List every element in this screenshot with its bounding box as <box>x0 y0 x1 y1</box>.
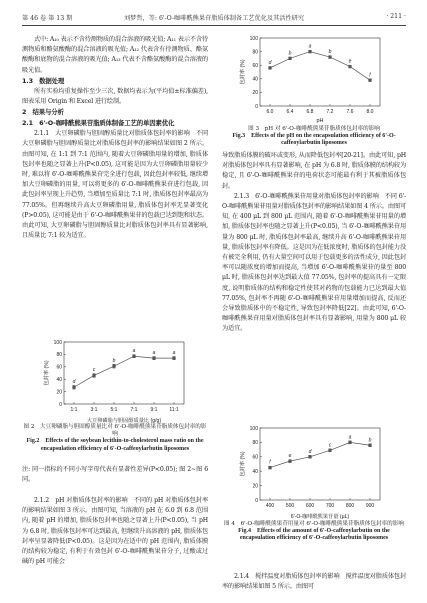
figure-4-caption-en: Fig.4 Effects of the amount of 6'-O-caffeoylarbutin on the encapsulation efficiency of 6'-O-caffeoylarbutin liposomes <box>238 528 390 542</box>
x-tick-label: 5:1 <box>110 407 118 413</box>
data-point <box>172 357 175 360</box>
plot-frame <box>64 342 184 404</box>
significance-letter: d <box>268 60 272 67</box>
y-axis-label: 包封率 (%) <box>44 360 50 386</box>
data-point <box>72 386 75 389</box>
figure-2-caption <box>22 424 208 453</box>
x-axis-label: 6'-O-咖啡酰熊果苷量 (μL) <box>290 514 350 520</box>
y-tick-label: 20 <box>252 483 258 490</box>
paragraph-2-1-4: 2.1.4 搅拌温度对脂质体包封率的影响 搅拌温度对脂质体包封率的影响结果如图 5 所示。由图可 <box>222 573 406 591</box>
paragraph-2-1-2: 2.1.2 pH 对脂质体包封率的影响 不同的 pH 对脂质体包封率的影响结果如图 3 所示。由图可知, 当溶液的 pH 在 6.0 到 6.8 范围内, 随着 pH 的增加, 脂质体包封率也随之显著上升(P<0.05), 当 pH 为 6.8 时, 脂质体包封率可达到最高, 但继续升高溶液的 pH, 脂质体包封率呈显著降低(P<0.05)。这是因为在适中的 pH 范围内, 脂质体膜的结构较为稳定, 有利于有效包封 6'-O-咖啡酰熊果苷分子, 过酸或过碱的 pH 可能会 <box>22 497 208 566</box>
ph-conclusion-paragraph: 导致脂质体膜的破坏或变形, 从而降低包封率[20-21]。由此可知, pH 对脂质体包封率具有显著影响, 在 pH 为 6.8 时, 脂质体膜的结构较为稳定, 且 6'-O-咖啡酰熊果苷的电荷状态可能最有利于其被脂质体包封。 <box>222 152 406 190</box>
data-point <box>368 444 371 447</box>
figure-2-caption-en: Fig.2 Effects of the soybean lecithin-to-cholesterol mass ratio on the encapsulation efficiency of 6'-O-caffeoylarbutin liposomes <box>26 438 204 452</box>
data-point <box>92 374 95 377</box>
significance-letter: e <box>288 453 292 460</box>
data-point <box>152 357 155 360</box>
x-tick-label: 3:1 <box>90 407 98 413</box>
left-column-top <box>22 35 208 241</box>
figure-4-caption <box>222 521 406 543</box>
series-line <box>270 442 370 467</box>
significance-letter: b <box>112 357 116 364</box>
x-tick-label: 400 <box>265 503 275 509</box>
x-tick-label: 8.0 <box>366 109 374 115</box>
data-point <box>308 50 311 53</box>
significance-letter: d <box>72 378 76 385</box>
y-tick-label: 60 <box>252 63 258 69</box>
running-header <box>22 11 406 24</box>
significance-letter: f <box>369 72 371 79</box>
x-tick-label: 6.8 <box>306 109 314 115</box>
x-tick-label: 6.4 <box>286 109 294 115</box>
significance-letter: a <box>308 43 312 50</box>
formula-explanation: 式中: A₁₀ 表示不含待测物质的混合溶液的吸光值; A₁₁ 表示不含待测物质和酪氨酸酶的混合溶液的吸光值; A₁₂ 代表含有待测物质、酪氨酸酶和底物的混合溶液的吸光值; A₁₃ 代表不含酪氨酸酶的混合溶液的吸光值。 <box>22 36 208 74</box>
plot-frame <box>260 428 380 500</box>
x-tick-label: 6.0 <box>266 109 274 115</box>
y-tick-label: 20 <box>252 90 258 97</box>
data-point <box>288 57 291 60</box>
significance-letter: b <box>288 50 292 57</box>
data-point <box>348 441 351 444</box>
significance-letter: c <box>92 367 96 374</box>
data-point <box>348 65 351 68</box>
paragraph-2-1-1: 2.1.1 大豆卵磷脂与胆固醇质量比对脂质体包封率的影响 不同大豆卵磷脂与胆固醇质量比对脂质体包封率的影响结果如图 2 所示。由图可知, 在 1:1 到 7:1 范围内, 随着大豆卵磷脂用量的增加, 脂质体包封率也随之显著上升(P<0.05), 这可能是因为大豆卵磷脂用量较少时, 难以将 6'-O-咖啡酰熊果苷完全进行包载, 因此包封率较低, 继续增加大豆卵磷脂的用量, 可以将更多的 6'-O-咖啡酰熊果苷进行包载, 因此包封率呈现上升趋势, 当增加至质量比 7:1 时, 脂质体包封率最高为 77.05%。但再继续升高大豆卵磷脂用量, 脂质体包封率无显著变化(P>0.05), 这可能是由于 6'-O-咖啡酰熊果苷的包载已达到饱和状态。由此可知, 大豆卵磷脂与胆固醇质量比对脂质体包封率具有显著影响, 且质量比 7:1 较为适宜。 <box>22 130 208 240</box>
data-point <box>368 79 371 82</box>
figure-2-chart <box>40 334 190 424</box>
journal-issue: 第 46 卷 第 13 期 <box>22 15 73 22</box>
figure-3-caption-zh: 图 3 pH 对 6'-O-咖啡酰熊果苷脂质体包封率的影响 <box>248 126 380 132</box>
section-2-1-heading: 2.1 6'-O-咖啡酰熊果苷脂质体制备工艺的单因素优化 <box>22 119 175 128</box>
significance-note: 注: 同一指标的不同小写字母代表有显著性差异(P<0.05); 图 2~图 6 同。 <box>22 466 208 484</box>
data-processing-paragraph: 所有实验均重复操作至少三次, 数据均表示为(平均值±标准偏差), 图表采用 Origin 和 Excel 进行绘制。 <box>22 87 208 106</box>
significance-letter: f <box>269 459 271 466</box>
y-tick-label: 80 <box>252 440 258 447</box>
left-column-bottom <box>22 496 208 567</box>
x-tick-label: 7.2 <box>326 109 334 115</box>
figure-note <box>22 465 208 485</box>
data-point <box>308 455 311 458</box>
data-point <box>328 55 331 58</box>
significance-letter: b <box>328 49 332 56</box>
right-column-bottom <box>222 572 406 592</box>
y-tick-label: 0 <box>255 497 258 504</box>
significance-letter: a <box>172 350 176 357</box>
section-1-3-heading: 1.3 数据处理 <box>22 76 65 85</box>
figure-3-caption-en: Fig.3 Effects of the pH on the encapsulation efficiency of 6'-O-caffeoylarbutin liposomes <box>232 133 396 147</box>
x-tick-label: 7:1 <box>130 407 138 413</box>
x-tick-label: 1:1 <box>70 407 78 413</box>
significance-letter: a <box>348 434 352 441</box>
data-point <box>268 466 271 469</box>
y-tick-label: 100 <box>249 35 258 42</box>
figure-3-caption <box>222 126 406 148</box>
significance-letter: a <box>152 350 156 357</box>
paragraph-2-1-3: 2.1.3 6'-O-咖啡酰熊果苷用量对脂质体包封率的影响 不同 6'-O-咖啡酰熊果苷用量对脂质体包封率的影响结果如图 4 所示。由图可知, 在 400 μL 到 800 μL 范围内, 随着 6'-O-咖啡酰熊果苷用量的增加, 脂质体包封率也随之显著上升(P<0.05), 当 6'-O-咖啡酰熊果苷用量为 800 μL 时, 脂质体包封率最高, 继续升高 6'-O-咖啡酰熊果苷用量, 脂质体包封率有降低。这是因为在低浓度时, 脂质体的包封能力没有被完全利用, 仍有大量空间可以用于包载更多的活性成分, 因此包封率可以随浓度的增加而提高, 当增加 6'-O-咖啡酰熊果苷的量至 800 μL 时, 脂质体包封率达到最大值 77.05%, 包封率的提高具有一定限度, 说明脂质体的结构和稳定性使其对药物的包载能力已达到最大值 77.05%, 包封率不再随 6'-O-咖啡酰熊果苷用量增加而提高, 反而还会导致脂质体中的不稳定性, 导致包封率降低[22]。由此可知, 6'-O-咖啡酰熊果苷用量对脂质体包封率具有显著影响, 用量为 800 μL 较为适宜。 <box>222 192 406 333</box>
data-point <box>132 355 135 358</box>
series-line <box>270 52 370 81</box>
page-number: · 211 · <box>386 13 406 20</box>
x-axis-label: pH <box>316 118 324 124</box>
data-point <box>328 449 331 452</box>
y-tick-label: 80 <box>252 49 258 56</box>
data-point <box>288 460 291 463</box>
x-tick-label: 700 <box>325 503 335 509</box>
y-tick-label: 20 <box>56 389 62 396</box>
x-tick-label: 7.6 <box>346 109 354 115</box>
header-rule <box>22 25 406 26</box>
significance-letter: b <box>368 437 372 444</box>
plot-frame <box>260 38 380 106</box>
significance-letter: e <box>348 58 352 65</box>
y-tick-label: 100 <box>249 425 258 432</box>
significance-letter: d <box>308 448 312 455</box>
data-point <box>112 365 115 368</box>
x-tick-label: 800 <box>345 503 355 509</box>
y-tick-label: 60 <box>252 454 258 461</box>
y-tick-label: 0 <box>255 103 258 110</box>
y-tick-label: 40 <box>252 469 258 475</box>
y-axis-label: 包封率 (%) <box>240 451 246 477</box>
y-tick-label: 40 <box>252 76 258 83</box>
figure-4-chart <box>236 420 386 520</box>
section-2-heading: 2 结果与分析 <box>22 108 64 117</box>
y-tick-label: 60 <box>56 364 62 371</box>
figure-2-caption-zh: 图 2 大豆卵磷脂与胆固醇质量比对 6'-O-咖啡酰熊果苷脂质体包封率的影响 <box>23 424 207 438</box>
x-tick-label: 9:1 <box>150 407 158 413</box>
y-tick-label: 100 <box>53 339 62 346</box>
y-axis-label: 包封率 (%) <box>240 59 246 85</box>
x-tick-label: 600 <box>305 503 315 509</box>
running-title: 刘梦哲，等: 6'-O-咖啡酰熊果苷脂质体制备工艺优化及其活性研究 <box>123 15 305 22</box>
y-tick-label: 40 <box>56 377 62 383</box>
x-axis-label: 大豆卵磷脂与胆固醇质量比 (g/g) <box>86 418 162 424</box>
y-tick-label: 0 <box>59 401 62 408</box>
x-tick-label: 500 <box>285 503 295 509</box>
x-tick-label: 11:1 <box>169 407 179 413</box>
significance-letter: a <box>132 348 136 355</box>
significance-letter: c <box>328 442 332 449</box>
figure-4-caption-zh: 图 4 6'-O-咖啡酰熊果苷用量对 6'-O-咖啡酰熊果苷脂质体包封率的影响 <box>224 521 404 527</box>
series-line <box>74 356 174 387</box>
y-tick-label: 80 <box>56 352 62 359</box>
figure-3-chart <box>236 32 386 124</box>
x-tick-label: 900 <box>365 503 375 509</box>
right-column-middle <box>222 151 406 335</box>
data-point <box>268 66 271 69</box>
